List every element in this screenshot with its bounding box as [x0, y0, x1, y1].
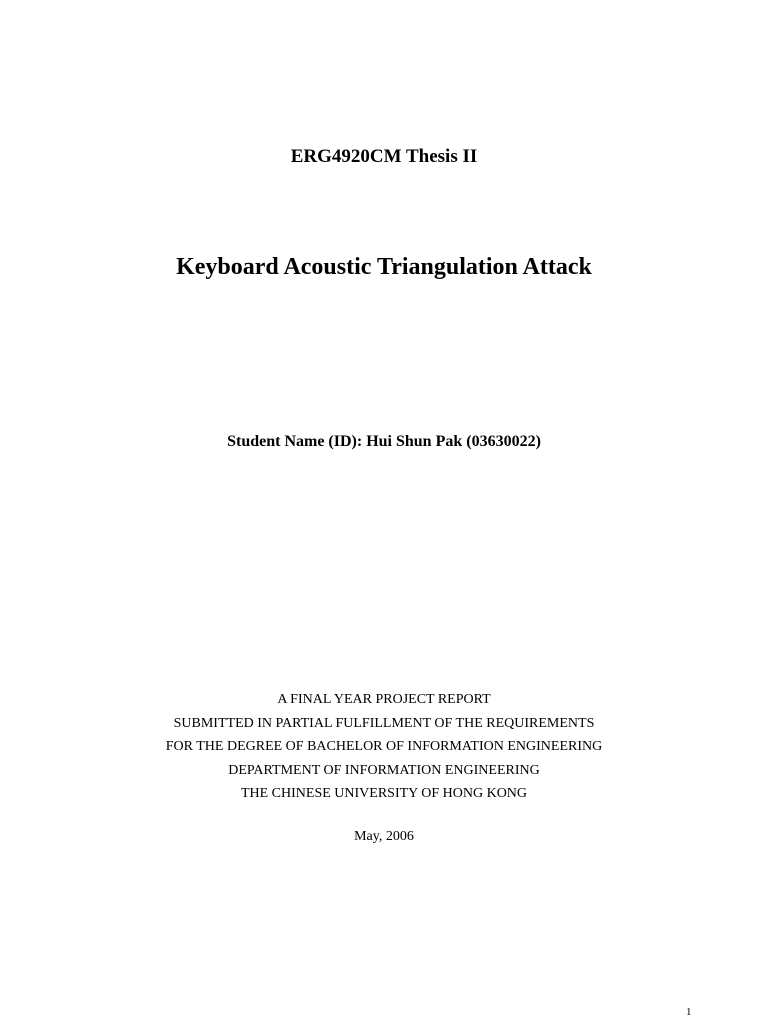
report-date: May, 2006: [354, 829, 414, 844]
report-line: FOR THE DEGREE OF BACHELOR OF INFORMATION ENGINEERING: [165, 739, 603, 754]
report-line: SUBMITTED IN PARTIAL FULFILLMENT OF THE REQUIREMENTS: [173, 715, 595, 731]
thesis-title: Keyboard Acoustic Triangulation Attack: [176, 254, 592, 280]
course-title: ERG4920CM Thesis II: [290, 146, 478, 167]
page-number: 1: [686, 1006, 692, 1018]
report-statement: [0, 688, 768, 806]
report-line: A FINAL YEAR PROJECT REPORT: [277, 692, 491, 707]
report-line: THE CHINESE UNIVERSITY OF HONG KONG: [240, 786, 528, 801]
report-line: DEPARTMENT OF INFORMATION ENGINEERING: [228, 762, 540, 778]
student-name-line: Student Name (ID): Hui Shun Pak (03630022): [227, 433, 541, 450]
